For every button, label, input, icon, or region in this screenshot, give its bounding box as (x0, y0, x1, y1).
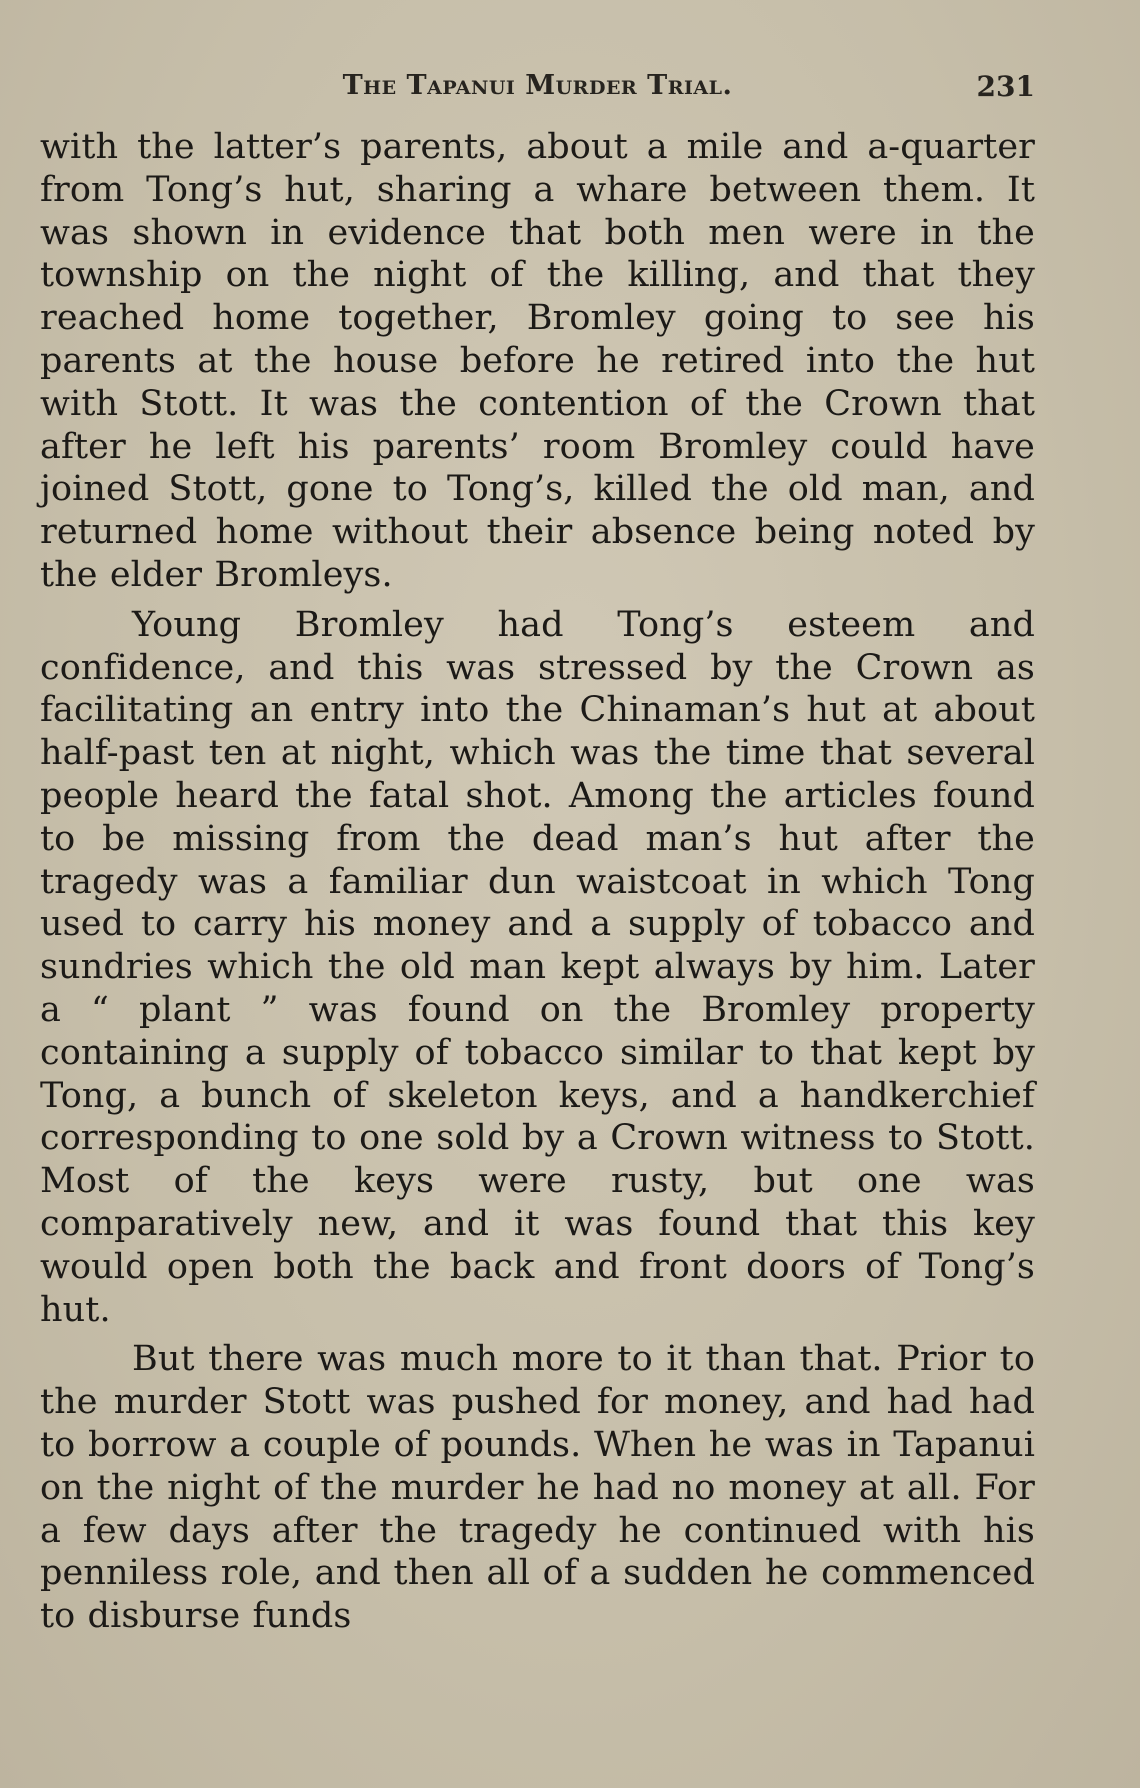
running-title: The Tapanui Murder Trial. (342, 70, 733, 101)
paragraph-3: But there was much more to it than that. Prior to the murder Stott was pushed for money, and had had to borrow a couple of pounds. When he was in Tapanui on the night of the murder he had no money at all. For a few days after the tragedy he continued with his penniless role, and then all of a sudden he commenced to disburse funds (40, 1339, 1035, 1637)
running-head (40, 70, 1035, 110)
body-text (40, 126, 1035, 1645)
paragraph-1: with the latter’s parents, about a mile and a-quarter from Tong’s hut, sharing a whare between them. It was shown in evidence that both men were in the township on the night of the killing, and that they reached home together, Bromley going to see his parents at the house before he retired into the hut with Stott. It was the contention of the Crown that after he left his parents’ room Bromley could have joined Stott, gone to Tong’s, killed the old man, and returned home without their absence being noted by the elder Bromleys. (40, 127, 1035, 595)
paragraph-2: Young Bromley had Tong’s esteem and confidence, and this was stressed by the Crown as facilitating an entry into the Chinaman’s hut at about half-past ten at night, which was the time that several people heard the fatal shot. Among the articles found to be missing from the dead man’s hut after the tragedy was a familiar dun waistcoat in which Tong used to carry his money and a supply of tobacco and sundries which the old man kept always by him. Later a “ plant ” was found on the Bromley property containing a supply of tobacco similar to that kept by Tong, a bunch of skeleton keys, and a handkerchief corresponding to one sold by a Crown witness to Stott. Most of the keys were rusty, but one was comparatively new, and it was found that this key would open both the back and front doors of Tong’s hut. (40, 604, 1035, 1330)
page-number: 231 (976, 70, 1035, 103)
